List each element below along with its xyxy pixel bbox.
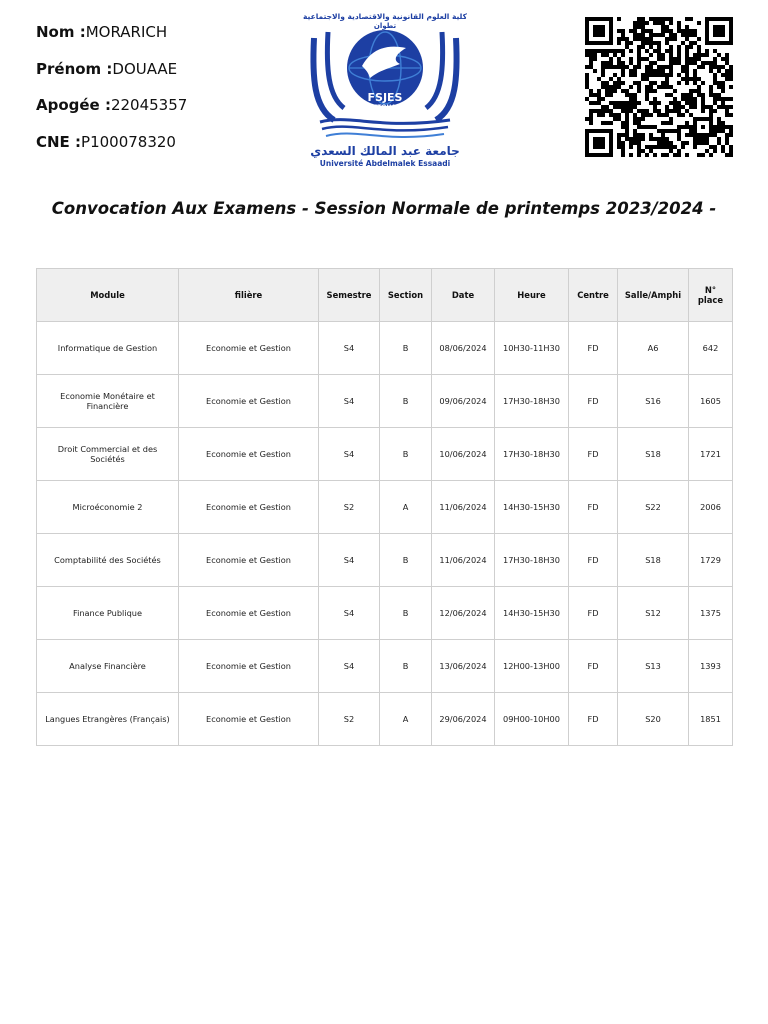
cell-semestre: S2 [319, 481, 380, 534]
logo-arabic-city: تطوان [373, 22, 397, 30]
table-row [37, 375, 733, 428]
prenom-row [36, 59, 187, 96]
header-section: Section [380, 269, 432, 322]
cell-filiere: Economie et Gestion [179, 428, 319, 481]
nom-row [36, 22, 187, 59]
cell-place: 1851 [689, 693, 733, 746]
logo-arabic-university: جامعة عبد المالك السعدي [310, 144, 460, 158]
cell-module: Finance Publique [37, 587, 179, 640]
prenom-label: Prénom : [36, 59, 113, 78]
apogee-row [36, 95, 187, 132]
cell-module: Microéconomie 2 [37, 481, 179, 534]
cell-centre: FD [569, 481, 618, 534]
cell-filiere: Economie et Gestion [179, 534, 319, 587]
cell-place: 642 [689, 322, 733, 375]
cne-value: P100078320 [81, 132, 176, 151]
cell-salle: A6 [618, 322, 689, 375]
cell-heure: 09H00-10H00 [495, 693, 569, 746]
cell-filiere: Economie et Gestion [179, 640, 319, 693]
cell-salle: S12 [618, 587, 689, 640]
header-semestre: Semestre [319, 269, 380, 322]
cell-heure: 17H30-18H30 [495, 534, 569, 587]
cell-centre: FD [569, 693, 618, 746]
header-salle: Salle/Amphi [618, 269, 689, 322]
cell-semestre: S4 [319, 428, 380, 481]
cell-semestre: S4 [319, 534, 380, 587]
cell-semestre: S4 [319, 375, 380, 428]
cell-heure: 17H30-18H30 [495, 375, 569, 428]
qr-code [585, 17, 733, 157]
cell-date: 11/06/2024 [432, 481, 495, 534]
cell-date: 13/06/2024 [432, 640, 495, 693]
cell-semestre: S4 [319, 640, 380, 693]
cell-salle: S13 [618, 640, 689, 693]
cell-centre: FD [569, 587, 618, 640]
cell-filiere: Economie et Gestion [179, 375, 319, 428]
cell-date: 08/06/2024 [432, 322, 495, 375]
apogee-label: Apogée : [36, 96, 111, 114]
logo-arabic-faculty: كلية العلوم القانونية والاقتصادية والاجتماعية [303, 12, 467, 21]
cell-module: Economie Monétaire et Financière [37, 375, 179, 428]
nom-value: MORARICH [85, 23, 168, 41]
prenom-value: DOUAAE [112, 59, 178, 78]
cell-filiere: Economie et Gestion [179, 481, 319, 534]
cell-place: 1375 [689, 587, 733, 640]
cell-heure: 17H30-18H30 [495, 428, 569, 481]
header-module: Module [37, 269, 179, 322]
apogee-value: 22045357 [110, 96, 188, 114]
cell-semestre: S2 [319, 693, 380, 746]
cell-section: B [380, 587, 432, 640]
cell-centre: FD [569, 428, 618, 481]
header-heure: Heure [495, 269, 569, 322]
cell-section: B [380, 322, 432, 375]
cell-section: B [380, 640, 432, 693]
table-row [37, 640, 733, 693]
cell-place: 1729 [689, 534, 733, 587]
cell-filiere: Economie et Gestion [179, 322, 319, 375]
cell-salle: S18 [618, 534, 689, 587]
cell-salle: S16 [618, 375, 689, 428]
cell-section: A [380, 693, 432, 746]
cell-centre: FD [569, 375, 618, 428]
cell-module: Comptabilité des Sociétés [37, 534, 179, 587]
header-centre: Centre [569, 269, 618, 322]
cell-salle: S20 [618, 693, 689, 746]
table-row [37, 322, 733, 375]
cell-place: 1605 [689, 375, 733, 428]
header-date: Date [432, 269, 495, 322]
cell-salle: S18 [618, 428, 689, 481]
header-filiere: filière [179, 269, 319, 322]
cell-filiere: Economie et Gestion [179, 693, 319, 746]
cell-module: Analyse Financière [37, 640, 179, 693]
cell-filiere: Economie et Gestion [179, 587, 319, 640]
nom-label: Nom : [36, 23, 86, 41]
cell-date: 10/06/2024 [432, 428, 495, 481]
cell-centre: FD [569, 640, 618, 693]
cell-place: 1721 [689, 428, 733, 481]
cell-semestre: S4 [319, 587, 380, 640]
cell-heure: 10H30-11H30 [495, 322, 569, 375]
table-row [37, 534, 733, 587]
cell-place: 1393 [689, 640, 733, 693]
fsjes-logo [300, 8, 470, 170]
cell-date: 11/06/2024 [432, 534, 495, 587]
cell-date: 12/06/2024 [432, 587, 495, 640]
table-header-row [37, 269, 733, 322]
cell-semestre: S4 [319, 322, 380, 375]
table-row [37, 481, 733, 534]
cell-date: 29/06/2024 [432, 693, 495, 746]
cell-module: Informatique de Gestion [37, 322, 179, 375]
table-row [37, 587, 733, 640]
cell-salle: S22 [618, 481, 689, 534]
logo-city: TETOUAN [369, 104, 401, 111]
cell-heure: 14H30-15H30 [495, 481, 569, 534]
header-place: N° place [689, 269, 733, 322]
logo-acronym: FSJES [367, 91, 403, 104]
cell-place: 2006 [689, 481, 733, 534]
cell-section: A [380, 481, 432, 534]
cne-row [36, 132, 187, 169]
cell-section: B [380, 375, 432, 428]
cell-date: 09/06/2024 [432, 375, 495, 428]
logo-university: Université Abdelmalek Essaadi [319, 159, 451, 168]
cell-centre: FD [569, 322, 618, 375]
student-info [36, 22, 187, 168]
cell-heure: 14H30-15H30 [495, 587, 569, 640]
cne-label: CNE : [36, 132, 82, 151]
cell-section: B [380, 428, 432, 481]
cell-module: Droit Commercial et des Sociétés [37, 428, 179, 481]
table-row [37, 693, 733, 746]
cell-module: Langues Etrangères (Français) [37, 693, 179, 746]
cell-section: B [380, 534, 432, 587]
table-row [37, 428, 733, 481]
cell-centre: FD [569, 534, 618, 587]
exam-schedule-table [36, 268, 733, 746]
cell-heure: 12H00-13H00 [495, 640, 569, 693]
page-title: Convocation Aux Examens - Session Normale de printemps 2023/2024 - [51, 199, 717, 218]
